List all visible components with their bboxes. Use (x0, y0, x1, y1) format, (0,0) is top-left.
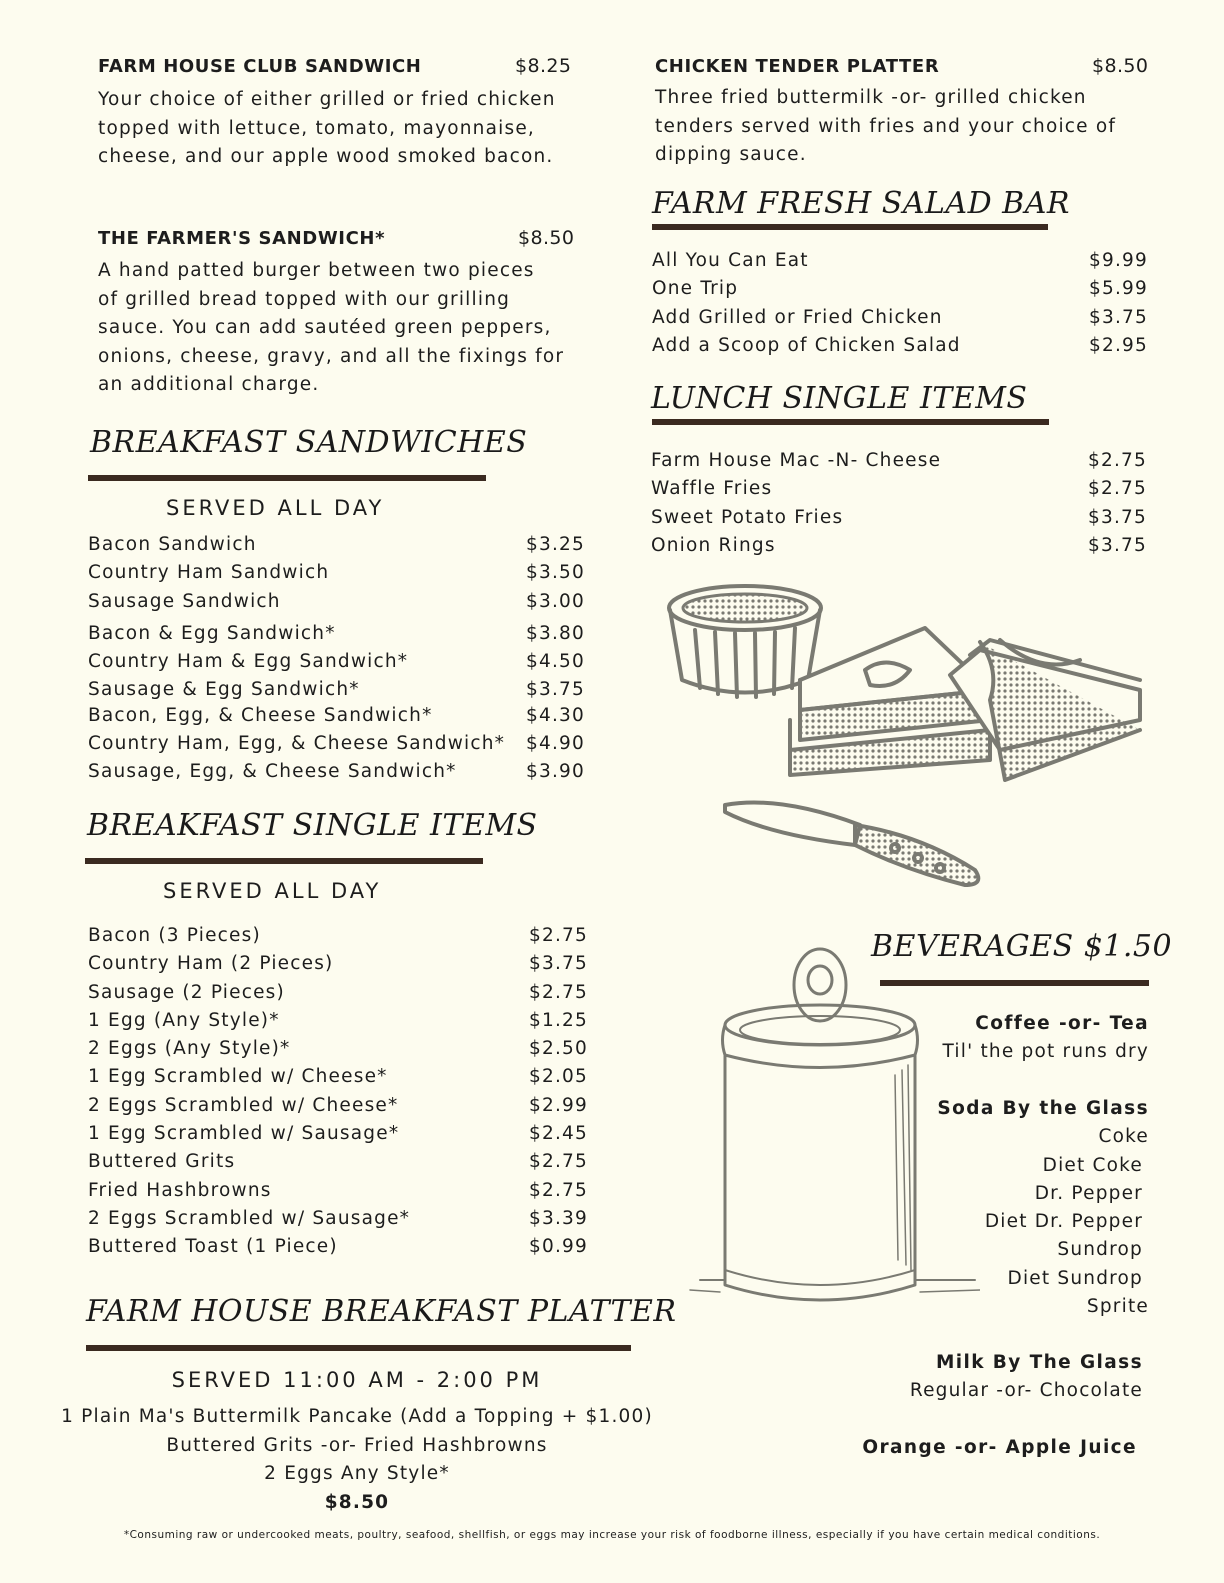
list-item: Buttered Toast (1 Piece) $0.99 (88, 1236, 588, 1258)
list-item: All You Can Eat $9.99 (652, 250, 1148, 271)
list-item: Farm House Mac -N- Cheese $2.75 (651, 450, 1147, 471)
list-item: Add a Scoop of Chicken Salad $2.95 (652, 334, 1148, 356)
list-item: Add Grilled or Fried Chicken $3.75 (652, 306, 1148, 328)
list-item: Bacon & Egg Sandwich* $3.80 (88, 622, 585, 644)
list-item: Country Ham, Egg, & Cheese Sandwich* $4.90 (88, 733, 585, 755)
breakfast-sandwiches-rule (88, 475, 486, 481)
list-item: Bacon, Egg, & Cheese Sandwich* $4.30 (88, 704, 585, 726)
club-title: FARM HOUSE CLUB SANDWICH (98, 56, 422, 77)
list-item: 1 Egg Scrambled w/ Sausage* $2.45 (88, 1123, 588, 1145)
beverage-juice: Orange -or- Apple Juice (862, 1437, 1137, 1458)
list-item: 1 Egg Scrambled w/ Cheese* $2.05 (88, 1066, 588, 1088)
list-item: Fried Hashbrowns $2.75 (88, 1179, 588, 1201)
list-item: Sweet Potato Fries $3.75 (651, 506, 1147, 528)
list-item: Sausage Sandwich $3.00 (88, 590, 585, 612)
list-item: Bacon Sandwich $3.25 (88, 534, 585, 555)
lunch-rule (652, 419, 1049, 425)
list-item: Waffle Fries $2.75 (651, 478, 1147, 500)
breakfast-sandwiches-list (88, 531, 585, 787)
salad-rule (652, 224, 1048, 230)
list-item: Sausage & Egg Sandwich* $3.75 (88, 679, 585, 701)
breakfast-single-list (88, 922, 588, 1262)
list-item: Buttered Grits $2.75 (88, 1151, 588, 1173)
lunch-heading: LUNCH SINGLE ITEMS (651, 381, 1028, 416)
soda-can-illustration (680, 940, 980, 1340)
platter-description: 1 Plain Ma's Buttermilk Pancake (Add a Topping + $1.00) Buttered Grits -or- Fried Hashbrowns 2 Eggs Any Style* $8.50 (60, 1403, 654, 1517)
breakfast-single-rule (85, 858, 483, 864)
footnote: *Consuming raw or undercooked meats, poultry, seafood, shellfish, or eggs may increase your risk of foodborne illness, especially if you have certain medical conditions. (123, 1529, 1101, 1541)
list-item: Sausage (2 Pieces) $2.75 (88, 981, 588, 1003)
beverage-coffee: Coffee -or- Tea Til' the pot runs dry (942, 1013, 1149, 1063)
list-item: One Trip $5.99 (652, 278, 1148, 300)
tender-title: CHICKEN TENDER PLATTER (655, 56, 940, 77)
breakfast-single-served: SERVED ALL DAY (163, 879, 382, 903)
club-price: $8.25 (515, 55, 572, 77)
toast-illustration (660, 580, 1160, 900)
farmer-title: THE FARMER'S SANDWICH* (98, 228, 386, 249)
list-item: Country Ham (2 Pieces) $3.75 (88, 953, 588, 975)
platter-heading: FARM HOUSE BREAKFAST PLATTER (86, 1294, 677, 1329)
tender-description: Three fried buttermilk -or- grilled chicken tenders served with fries and your choice of dipping sauce. (655, 87, 1117, 165)
lunch-list (651, 447, 1147, 560)
salad-heading: FARM FRESH SALAD BAR (652, 186, 1070, 221)
beverages-heading: BEVERAGES $1.50 (871, 929, 1173, 964)
list-item: Country Ham Sandwich $3.50 (88, 562, 585, 584)
breakfast-single-heading: BREAKFAST SINGLE ITEMS (87, 808, 538, 843)
list-item: Onion Rings $3.75 (651, 534, 1147, 556)
list-item: 2 Eggs (Any Style)* $2.50 (88, 1038, 588, 1060)
list-item: 1 Egg (Any Style)* $1.25 (88, 1009, 588, 1031)
farmer-description: A hand patted burger between two pieces of grilled bread topped with our grilling sauce. You can add sautéed green peppers, onions, cheese, gravy, and all the fixings for an additional charge. (98, 260, 565, 395)
breakfast-sandwiches-heading: BREAKFAST SANDWICHES (90, 425, 528, 460)
breakfast-sandwiches-served: SERVED ALL DAY (166, 496, 385, 520)
list-item: 2 Eggs Scrambled w/ Sausage* $3.39 (88, 1207, 588, 1229)
list-item: Country Ham & Egg Sandwich* $4.50 (88, 651, 585, 673)
farmer-price: $8.50 (518, 227, 575, 249)
platter-price: $8.50 (324, 1491, 390, 1513)
list-item: Sausage, Egg, & Cheese Sandwich* $3.90 (88, 761, 585, 783)
salad-list (652, 247, 1148, 360)
platter-served: SERVED 11:00 AM - 2:00 PM (171, 1368, 543, 1392)
list-item: Bacon (3 Pieces) $2.75 (88, 925, 588, 946)
beverage-milk: Milk By The Glass Regular -or- Chocolate (909, 1352, 1143, 1402)
tender-price: $8.50 (1092, 55, 1149, 77)
platter-rule (86, 1345, 631, 1351)
list-item: 2 Eggs Scrambled w/ Cheese* $2.99 (88, 1094, 588, 1116)
beverage-soda: Soda By the Glass Coke Diet Coke Dr. Pepper Diet Dr. Pepper Sundrop Diet Sundrop Sprite (937, 1098, 1149, 1318)
club-description: Your choice of either grilled or fried chicken topped with lettuce, tomato, mayonnaise, cheese, and our apple wood smoked bacon. (98, 89, 556, 167)
